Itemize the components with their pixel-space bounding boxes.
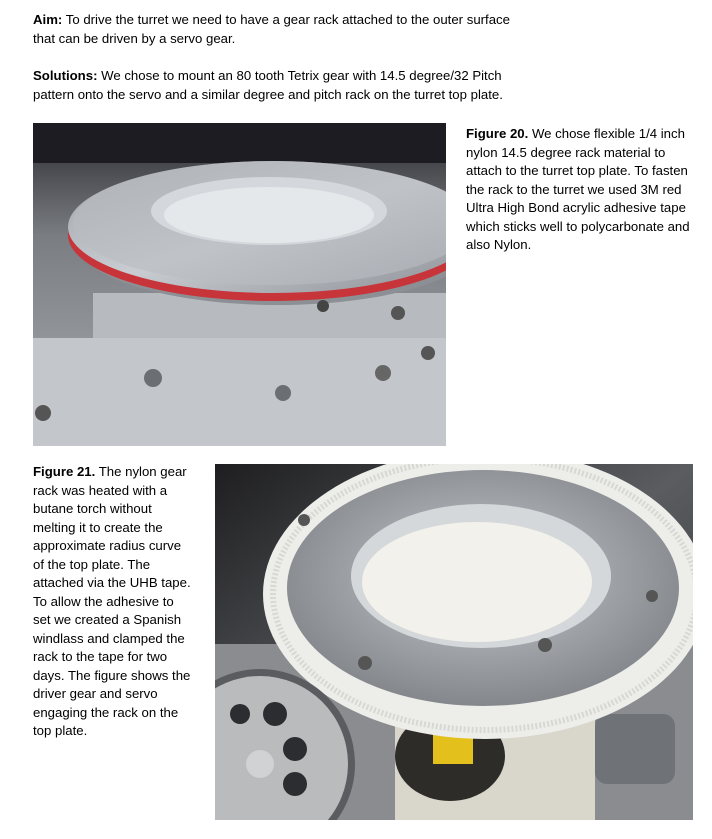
figure-20-text: We chose flexible 1/4 inch nylon 14.5 degree rack material to attach to the turret top plate. To fasten the rack to the turret we used 3M red Ultra High Bond acrylic adhesive tape which sticks well to polycarbonate and also Nylon. — [466, 126, 690, 252]
figure-21-caption — [33, 463, 193, 741]
figure-21-photo — [215, 464, 693, 820]
solutions-paragraph — [33, 67, 523, 104]
figure-20-caption — [466, 125, 692, 255]
aim-text: To drive the turret we need to have a gear rack attached to the outer surface that can be driven by a servo gear. — [33, 12, 510, 46]
solutions-label: Solutions: — [33, 68, 98, 83]
figure-21-label: Figure 21. — [33, 464, 96, 479]
aim-label: Aim: — [33, 12, 63, 27]
figure-20-photo — [33, 123, 446, 446]
figure-20-label: Figure 20. — [466, 126, 529, 141]
aim-paragraph — [33, 11, 513, 48]
figure-21-text: The nylon gear rack was heated with a butane torch without melting it to create the approximate radius curve of the top plate. The attached via the UHB tape. To allow the adhesive to set we created a Spanish windlass and clamped the rack to the tape for two days. The figure shows the driver gear and servo engaging the rack on the top plate. — [33, 464, 191, 738]
solutions-text: We chose to mount an 80 tooth Tetrix gear with 14.5 degree/32 Pitch pattern onto the servo and a similar degree and pitch rack on the turret top plate. — [33, 68, 503, 102]
